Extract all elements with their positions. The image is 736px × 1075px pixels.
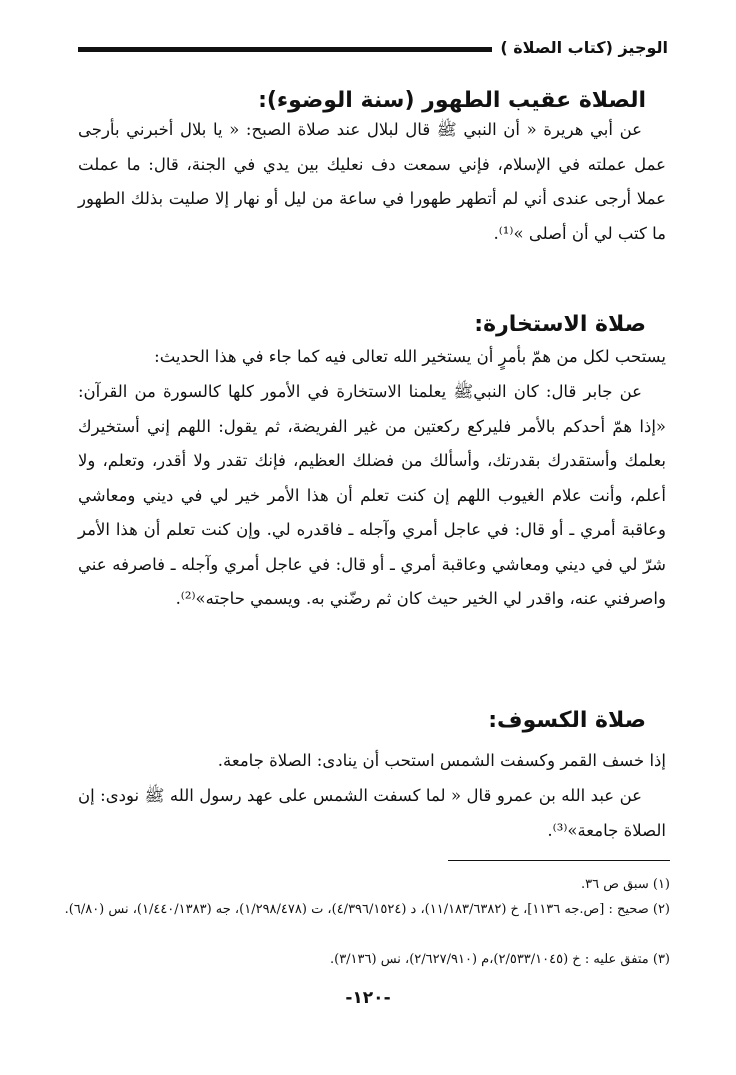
running-header [78, 34, 668, 60]
paragraph-kusuf-intro: إذا خسف القمر وكسفت الشمس استحب أن ينادى: الصلاة جامعة. [217, 751, 666, 770]
paragraph-istikhara-hadith: عن جابر قال: كان النبيﷺ يعلمنا الاستخارة في الأمور كلها كالسورة من القرآن: «إذا همّ أحدكم بالأمر فليركع ركعتين من غير الفريضة، ثم يقول: اللهم إني أستخيرك بعلمك وأستقدرك بقدرتك، وأسألك من فضلك العظيم، فإنك تقدر ولا أقدر، وتعلم، ولا أعلم، وأنت علام الغيوب اللهم إن كنت تعلم أن هذا الأمر خير لي في ديني ومعاشي وعاقبة أمري ـ أو قال: في عاجل أمري وآجله ـ فاقدره لي. وإن كنت تعلم أن هذا الأمر شرّ لي في ديني ومعاشي وعاقبة أمري ـ أو قال: في عاجل أمري وآجله ـ فاصرفه عني واصرفني عنه، واقدر لي الخير حيث كان ثم رضّني به. ويسمي حاجته»⁽²⁾. [78, 382, 666, 608]
header-title: الوجيز (كتاب الصلاة ) [500, 37, 668, 57]
footnote-1: (١) سبق ص ٣٦. [580, 877, 670, 892]
footnote-3: (٣) متفق عليه : خ (٢/٥٣٣/١٠٤٥)،م (٢/٦٢٧/٩١٠)، نس (٣/١٣٦). [329, 952, 670, 967]
header-rule [78, 47, 492, 52]
paragraph-kusuf-hadith: عن عبد الله بن عمرو قال « لما كسفت الشمس على عهد رسول الله ﷺ نودى: إن الصلاة جامعة»⁽³⁾. [78, 786, 666, 840]
section-heading-istikhara: صلاة الاستخارة: [474, 312, 646, 337]
section-heading-kusuf: صلاة الكسوف: [488, 708, 646, 733]
paragraph-wudu-hadith: عن أبي هريرة « أن النبي ﷺ قال لبلال عند صلاة الصبح: « يا بلال أخبرني بأرجى عمل عملته في الإسلام، فإني سمعت دف نعليك بين يدي في الجنة، قال: ما عملت عملا أرجى عندى أني لم أتطهر طهورا في ساعة من ليل أو نهار إلا صليت بذلك الطهور ما كتب لي أن أصلى »⁽¹⁾. [78, 120, 666, 243]
footnote-separator [448, 860, 670, 861]
section-heading-wudu: الصلاة عقيب الطهور (سنة الوضوء): [258, 88, 646, 113]
footnote-2: (٢) صحيح : [ص.جه ١١٣٦]، خ (١١/١٨٣/٦٣٨٢)، د (٤/٣٩٦/١٥٢٤)، ت (١/٢٩٨/٤٧٨)، جه (١/٤٤٠/١٣٨٣)، نس (٦/٨٠). [64, 902, 670, 917]
paragraph-istikhara-intro: يستحب لكل من همّ بأمرٍ أن يستخير الله تعالى فيه كما جاء في هذا الحديث: [154, 347, 666, 366]
page-number: -١٢٠- [345, 988, 391, 1008]
